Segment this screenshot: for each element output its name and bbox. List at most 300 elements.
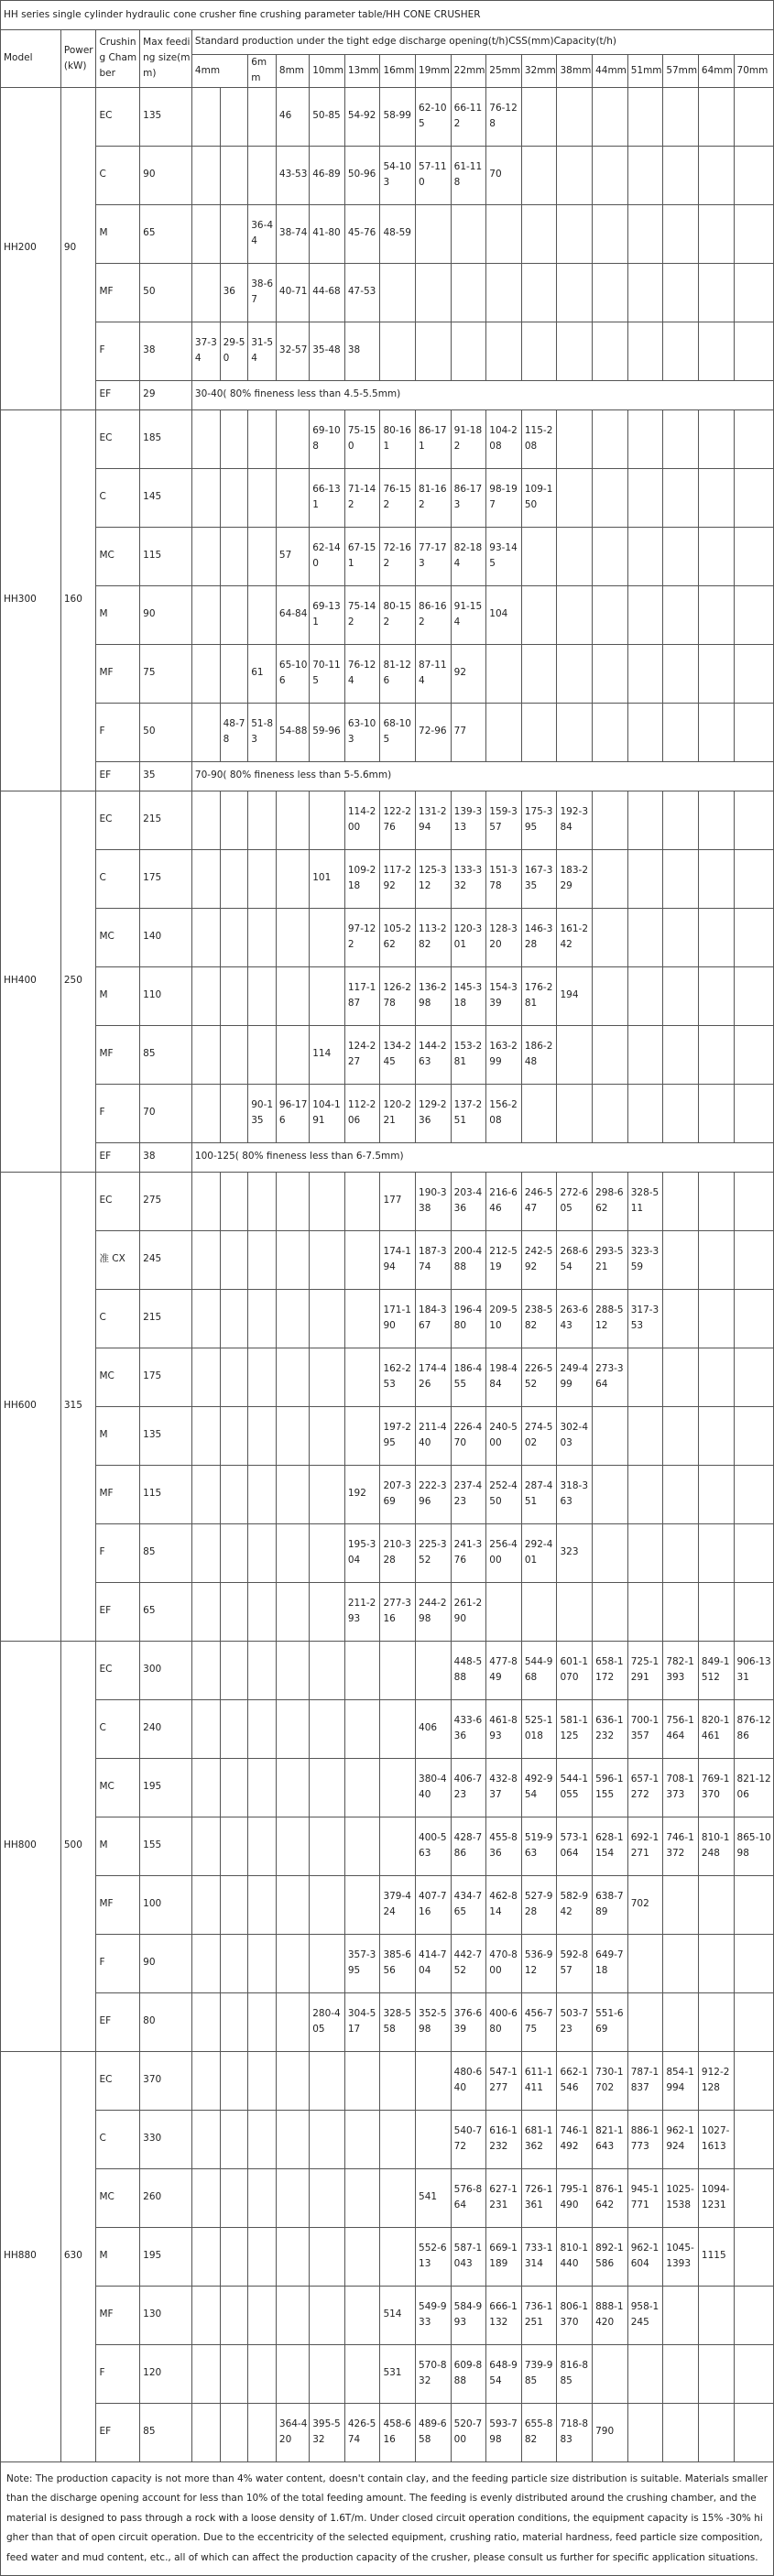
- table-row: [1, 1289, 774, 1348]
- capacity-cell: 681-1362: [521, 2110, 557, 2168]
- capacity-cell: [593, 2344, 628, 2403]
- capacity-cell: [191, 1465, 220, 1523]
- capacity-cell: [191, 2051, 220, 2110]
- capacity-cell: [191, 1641, 220, 1699]
- feed-size-cell: 155: [140, 1817, 192, 1875]
- capacity-cell: 525-1018: [521, 1699, 557, 1758]
- chamber-cell: EC: [96, 1641, 140, 1699]
- capacity-cell: [344, 1875, 380, 1934]
- capacity-cell: 82-184: [451, 527, 486, 585]
- capacity-cell: 376-639: [451, 1992, 486, 2051]
- capacity-cell: 274-502: [521, 1406, 557, 1465]
- capacity-cell: 174-194: [380, 1230, 416, 1289]
- capacity-cell: [734, 2227, 773, 2286]
- capacity-cell: [276, 2168, 309, 2227]
- capacity-cell: 109-218: [344, 849, 380, 908]
- table-row: [1, 1875, 774, 1934]
- capacity-cell: [593, 146, 628, 204]
- chamber-cell: MF: [96, 1025, 140, 1084]
- capacity-cell: [276, 849, 309, 908]
- capacity-cell: 72-162: [380, 527, 416, 585]
- capacity-cell: 570-832: [416, 2344, 452, 2403]
- capacity-cell: 212-519: [486, 1230, 522, 1289]
- capacity-cell: [310, 1875, 345, 1934]
- capacity-cell: 86-162: [416, 585, 452, 644]
- capacity-cell: [248, 1025, 277, 1084]
- capacity-cell: [734, 703, 773, 761]
- capacity-cell: [734, 849, 773, 908]
- capacity-cell: [416, 263, 452, 322]
- capacity-cell: [310, 2286, 345, 2344]
- capacity-cell: [276, 1758, 309, 1817]
- capacity-cell: [557, 527, 593, 585]
- table-row: [1, 468, 774, 527]
- capacity-cell: 596-1155: [593, 1758, 628, 1817]
- capacity-cell: [734, 1934, 773, 1992]
- capacity-cell: 54-88: [276, 703, 309, 761]
- table-row: [1, 585, 774, 644]
- capacity-cell: [276, 1406, 309, 1465]
- capacity-cell: [191, 1289, 220, 1348]
- capacity-cell: [310, 2051, 345, 2110]
- capacity-cell: 584-993: [451, 2286, 486, 2344]
- capacity-cell: 58-99: [380, 87, 416, 146]
- capacity-cell: [734, 1582, 773, 1641]
- capacity-cell: [220, 1817, 248, 1875]
- capacity-cell: 153-281: [451, 1025, 486, 1084]
- capacity-cell: [220, 1934, 248, 1992]
- model-cell: HH200: [1, 87, 61, 409]
- capacity-cell: [627, 644, 663, 703]
- capacity-cell: [593, 849, 628, 908]
- capacity-cell: [310, 966, 345, 1025]
- capacity-cell: [220, 1875, 248, 1934]
- capacity-cell: [734, 2110, 773, 2168]
- capacity-cell: 458-616: [380, 2403, 416, 2461]
- capacity-cell: 63-103: [344, 703, 380, 761]
- feed-size-cell: 240: [140, 1699, 192, 1758]
- capacity-cell: 36-44: [248, 204, 277, 263]
- capacity-cell: 47-53: [344, 263, 380, 322]
- feed-size-cell: 175: [140, 1348, 192, 1406]
- capacity-cell: 76-128: [486, 87, 522, 146]
- chamber-cell: M: [96, 585, 140, 644]
- capacity-cell: 77: [451, 703, 486, 761]
- capacity-cell: 730-1702: [593, 2051, 628, 2110]
- capacity-cell: [310, 2110, 345, 2168]
- capacity-cell: [248, 468, 277, 527]
- capacity-cell: [734, 1348, 773, 1406]
- capacity-cell: 455-836: [486, 1817, 522, 1875]
- capacity-cell: [191, 263, 220, 322]
- capacity-cell: 544-968: [521, 1641, 557, 1699]
- capacity-cell: 101: [310, 849, 345, 908]
- chamber-cell: F: [96, 1523, 140, 1582]
- capacity-cell: [248, 1934, 277, 1992]
- capacity-cell: 352-598: [416, 1992, 452, 2051]
- feed-size-cell: 185: [140, 409, 192, 468]
- capacity-cell: 156-208: [486, 1084, 522, 1142]
- capacity-cell: 86-173: [451, 468, 486, 527]
- table-row: [1, 1084, 774, 1142]
- chamber-cell: M: [96, 1817, 140, 1875]
- header-css-size: 6mm: [248, 55, 277, 88]
- capacity-cell: [627, 791, 663, 849]
- capacity-cell: [593, 1465, 628, 1523]
- capacity-cell: 287-451: [521, 1465, 557, 1523]
- capacity-cell: 756-1464: [663, 1699, 699, 1758]
- chamber-cell: EC: [96, 791, 140, 849]
- chamber-cell: C: [96, 2110, 140, 2168]
- capacity-cell: [248, 791, 277, 849]
- capacity-cell: [344, 1289, 380, 1348]
- capacity-cell: [698, 1025, 734, 1084]
- chamber-cell: F: [96, 322, 140, 380]
- capacity-cell: 886-1773: [627, 2110, 663, 2168]
- capacity-cell: [276, 1699, 309, 1758]
- capacity-cell: [191, 1817, 220, 1875]
- model-cell: HH800: [1, 1641, 61, 2051]
- capacity-cell: [191, 2110, 220, 2168]
- capacity-cell: [663, 2344, 699, 2403]
- capacity-cell: 323-359: [627, 1230, 663, 1289]
- capacity-cell: [248, 2110, 277, 2168]
- capacity-cell: 733-1314: [521, 2227, 557, 2286]
- capacity-cell: 821-1206: [734, 1758, 773, 1817]
- capacity-cell: 470-800: [486, 1934, 522, 1992]
- capacity-cell: [310, 1348, 345, 1406]
- power-cell: 90: [60, 87, 96, 409]
- capacity-cell: 573-1064: [557, 1817, 593, 1875]
- capacity-cell: 576-864: [451, 2168, 486, 2227]
- capacity-cell: [220, 1289, 248, 1348]
- capacity-cell: [698, 2403, 734, 2461]
- capacity-cell: 551-669: [593, 1992, 628, 2051]
- chamber-cell: MF: [96, 644, 140, 703]
- capacity-cell: [627, 1025, 663, 1084]
- capacity-cell: 122-276: [380, 791, 416, 849]
- table-row: [1, 1582, 774, 1641]
- chamber-cell: EF: [96, 2403, 140, 2461]
- capacity-cell: 159-357: [486, 791, 522, 849]
- capacity-cell: [276, 2344, 309, 2403]
- capacity-cell: [380, 2227, 416, 2286]
- feed-size-cell: 38: [140, 322, 192, 380]
- capacity-cell: [344, 1758, 380, 1817]
- capacity-cell: 65-106: [276, 644, 309, 703]
- capacity-cell: 328-511: [627, 1172, 663, 1230]
- header-css-size: 10mm: [310, 55, 345, 88]
- capacity-cell: [698, 1582, 734, 1641]
- capacity-cell: [521, 585, 557, 644]
- capacity-cell: [191, 2168, 220, 2227]
- capacity-cell: [521, 703, 557, 761]
- capacity-cell: [380, 1758, 416, 1817]
- capacity-cell: [191, 1348, 220, 1406]
- capacity-cell: 209-510: [486, 1289, 522, 1348]
- chamber-cell: C: [96, 468, 140, 527]
- capacity-cell: [734, 644, 773, 703]
- capacity-cell: 552-613: [416, 2227, 452, 2286]
- capacity-cell: [344, 2168, 380, 2227]
- power-cell: 315: [60, 1172, 96, 1641]
- capacity-cell: [191, 2403, 220, 2461]
- capacity-cell: [276, 2110, 309, 2168]
- capacity-cell: 31-54: [248, 322, 277, 380]
- feed-size-cell: 370: [140, 2051, 192, 2110]
- capacity-cell: [276, 1875, 309, 1934]
- capacity-cell: 48-78: [220, 703, 248, 761]
- capacity-cell: [663, 1348, 699, 1406]
- capacity-cell: 782-1393: [663, 1641, 699, 1699]
- capacity-cell: [698, 1523, 734, 1582]
- capacity-cell: 489-658: [416, 2403, 452, 2461]
- capacity-cell: 945-1771: [627, 2168, 663, 2227]
- capacity-cell: 1045-1393: [663, 2227, 699, 2286]
- capacity-cell: 226-552: [521, 1348, 557, 1406]
- capacity-cell: [698, 1406, 734, 1465]
- capacity-note-cell: 100-125( 80% fineness less than 6-7.5mm): [191, 1142, 773, 1172]
- capacity-cell: 197-295: [380, 1406, 416, 1465]
- capacity-cell: 587-1043: [451, 2227, 486, 2286]
- capacity-cell: 406: [416, 1699, 452, 1758]
- capacity-cell: [344, 2286, 380, 2344]
- capacity-cell: [486, 263, 522, 322]
- capacity-cell: [593, 644, 628, 703]
- capacity-cell: [248, 2168, 277, 2227]
- capacity-cell: 1094-1231: [698, 2168, 734, 2227]
- capacity-cell: 592-857: [557, 1934, 593, 1992]
- capacity-cell: [248, 1289, 277, 1348]
- capacity-cell: 655-882: [521, 2403, 557, 2461]
- capacity-cell: 115-208: [521, 409, 557, 468]
- capacity-cell: 400-563: [416, 1817, 452, 1875]
- chamber-cell: EC: [96, 409, 140, 468]
- capacity-cell: [663, 1025, 699, 1084]
- capacity-cell: [734, 2051, 773, 2110]
- table-row: [1, 1142, 774, 1172]
- capacity-cell: [557, 585, 593, 644]
- capacity-cell: [248, 1230, 277, 1289]
- capacity-cell: 61-118: [451, 146, 486, 204]
- capacity-cell: [698, 87, 734, 146]
- capacity-cell: [380, 2110, 416, 2168]
- capacity-cell: [663, 1523, 699, 1582]
- capacity-cell: [191, 1934, 220, 1992]
- capacity-cell: [451, 322, 486, 380]
- capacity-cell: 134-245: [380, 1025, 416, 1084]
- chamber-cell: MC: [96, 1758, 140, 1817]
- capacity-cell: 105-262: [380, 908, 416, 966]
- capacity-cell: [344, 2227, 380, 2286]
- capacity-cell: 144-263: [416, 1025, 452, 1084]
- capacity-cell: [248, 87, 277, 146]
- capacity-cell: [627, 527, 663, 585]
- chamber-cell: M: [96, 2227, 140, 2286]
- capacity-cell: [191, 468, 220, 527]
- capacity-cell: [698, 1172, 734, 1230]
- capacity-cell: [521, 1582, 557, 1641]
- capacity-cell: [248, 1641, 277, 1699]
- header-production: Standard production under the tight edge discharge opening(t/h)CSS(mm)Capacity(t/h): [191, 30, 773, 55]
- table-row: [1, 1817, 774, 1875]
- capacity-cell: 67-151: [344, 527, 380, 585]
- header-css-size: 16mm: [380, 55, 416, 88]
- feed-size-cell: 115: [140, 527, 192, 585]
- capacity-cell: 527-928: [521, 1875, 557, 1934]
- chamber-cell: C: [96, 1699, 140, 1758]
- capacity-cell: [191, 527, 220, 585]
- capacity-cell: 790: [593, 2403, 628, 2461]
- capacity-cell: [663, 1582, 699, 1641]
- capacity-cell: [220, 2110, 248, 2168]
- capacity-cell: 726-1361: [521, 2168, 557, 2227]
- capacity-cell: 531: [380, 2344, 416, 2403]
- capacity-cell: 92: [451, 644, 486, 703]
- power-cell: 160: [60, 409, 96, 791]
- capacity-cell: [593, 1582, 628, 1641]
- capacity-cell: [663, 2286, 699, 2344]
- capacity-cell: [276, 1025, 309, 1084]
- feed-size-cell: 50: [140, 703, 192, 761]
- chamber-cell: MF: [96, 2286, 140, 2344]
- capacity-cell: [734, 87, 773, 146]
- feed-size-cell: 115: [140, 1465, 192, 1523]
- capacity-cell: 888-1420: [593, 2286, 628, 2344]
- header-css-size: 32mm: [521, 55, 557, 88]
- capacity-cell: [220, 1084, 248, 1142]
- chamber-cell: M: [96, 204, 140, 263]
- capacity-cell: 86-171: [416, 409, 452, 468]
- capacity-cell: [627, 1582, 663, 1641]
- feed-size-cell: 135: [140, 87, 192, 146]
- capacity-cell: 1027-1613: [698, 2110, 734, 2168]
- header-css-size: 44mm: [593, 55, 628, 88]
- feed-size-cell: 135: [140, 1406, 192, 1465]
- capacity-cell: 252-450: [486, 1465, 522, 1523]
- capacity-cell: [191, 2286, 220, 2344]
- capacity-cell: 657-1272: [627, 1758, 663, 1817]
- capacity-note-cell: 70-90( 80% fineness less than 5-5.6mm): [191, 761, 773, 791]
- power-cell: 250: [60, 791, 96, 1172]
- capacity-cell: 57: [276, 527, 309, 585]
- capacity-cell: [248, 2344, 277, 2403]
- capacity-cell: [734, 1523, 773, 1582]
- capacity-cell: 357-395: [344, 1934, 380, 1992]
- capacity-cell: 194: [557, 966, 593, 1025]
- capacity-cell: 117-187: [344, 966, 380, 1025]
- capacity-cell: [663, 146, 699, 204]
- capacity-cell: 41-80: [310, 204, 345, 263]
- capacity-cell: 57-110: [416, 146, 452, 204]
- feed-size-cell: 90: [140, 585, 192, 644]
- capacity-cell: 876-1642: [593, 2168, 628, 2227]
- capacity-cell: [380, 1699, 416, 1758]
- capacity-cell: [663, 1992, 699, 2051]
- capacity-cell: [698, 966, 734, 1025]
- capacity-cell: 68-105: [380, 703, 416, 761]
- capacity-cell: 186-248: [521, 1025, 557, 1084]
- capacity-cell: 175-395: [521, 791, 557, 849]
- capacity-cell: [276, 2227, 309, 2286]
- capacity-cell: 113-282: [416, 908, 452, 966]
- capacity-cell: [734, 585, 773, 644]
- capacity-cell: [663, 2403, 699, 2461]
- table-row: [1, 322, 774, 380]
- capacity-cell: 145-318: [451, 966, 486, 1025]
- capacity-cell: [416, 1641, 452, 1699]
- capacity-cell: [191, 1875, 220, 1934]
- capacity-cell: [276, 1817, 309, 1875]
- capacity-cell: 109-150: [521, 468, 557, 527]
- capacity-cell: [734, 322, 773, 380]
- capacity-cell: 125-312: [416, 849, 452, 908]
- capacity-cell: [310, 2168, 345, 2227]
- capacity-cell: [248, 146, 277, 204]
- capacity-cell: 958-1245: [627, 2286, 663, 2344]
- capacity-cell: 238-582: [521, 1289, 557, 1348]
- header-css-size: 8mm: [276, 55, 309, 88]
- capacity-cell: [220, 1172, 248, 1230]
- capacity-cell: 167-335: [521, 849, 557, 908]
- capacity-cell: 549-933: [416, 2286, 452, 2344]
- capacity-cell: [627, 1465, 663, 1523]
- capacity-cell: [557, 468, 593, 527]
- capacity-cell: [310, 2227, 345, 2286]
- capacity-cell: [663, 468, 699, 527]
- feed-size-cell: 195: [140, 2227, 192, 2286]
- capacity-cell: [698, 1934, 734, 1992]
- capacity-cell: 40-71: [276, 263, 309, 322]
- capacity-cell: [734, 2344, 773, 2403]
- capacity-cell: [276, 409, 309, 468]
- capacity-cell: [734, 1172, 773, 1230]
- capacity-cell: 226-470: [451, 1406, 486, 1465]
- capacity-cell: 38-67: [248, 263, 277, 322]
- capacity-cell: 666-1132: [486, 2286, 522, 2344]
- capacity-cell: 203-436: [451, 1172, 486, 1230]
- capacity-cell: [310, 908, 345, 966]
- capacity-cell: 462-814: [486, 1875, 522, 1934]
- capacity-cell: 50-85: [310, 87, 345, 146]
- capacity-cell: [248, 1348, 277, 1406]
- capacity-cell: 414-704: [416, 1934, 452, 1992]
- capacity-cell: [734, 2168, 773, 2227]
- capacity-cell: [191, 2344, 220, 2403]
- capacity-cell: [276, 1172, 309, 1230]
- capacity-cell: 480-640: [451, 2051, 486, 2110]
- feed-size-cell: 38: [140, 1142, 192, 1172]
- capacity-cell: [521, 146, 557, 204]
- capacity-cell: 892-1586: [593, 2227, 628, 2286]
- feed-size-cell: 100: [140, 1875, 192, 1934]
- capacity-cell: 769-1370: [698, 1758, 734, 1817]
- feed-size-cell: 330: [140, 2110, 192, 2168]
- capacity-cell: 638-789: [593, 1875, 628, 1934]
- capacity-cell: [521, 527, 557, 585]
- table-row: [1, 2227, 774, 2286]
- capacity-cell: 198-484: [486, 1348, 522, 1406]
- capacity-cell: [627, 703, 663, 761]
- table-row: [1, 761, 774, 791]
- capacity-cell: [698, 468, 734, 527]
- chamber-cell: M: [96, 966, 140, 1025]
- header-css-size: 57mm: [663, 55, 699, 88]
- table-row: [1, 703, 774, 761]
- model-cell: HH400: [1, 791, 61, 1172]
- capacity-cell: 190-338: [416, 1172, 452, 1230]
- feed-size-cell: 120: [140, 2344, 192, 2403]
